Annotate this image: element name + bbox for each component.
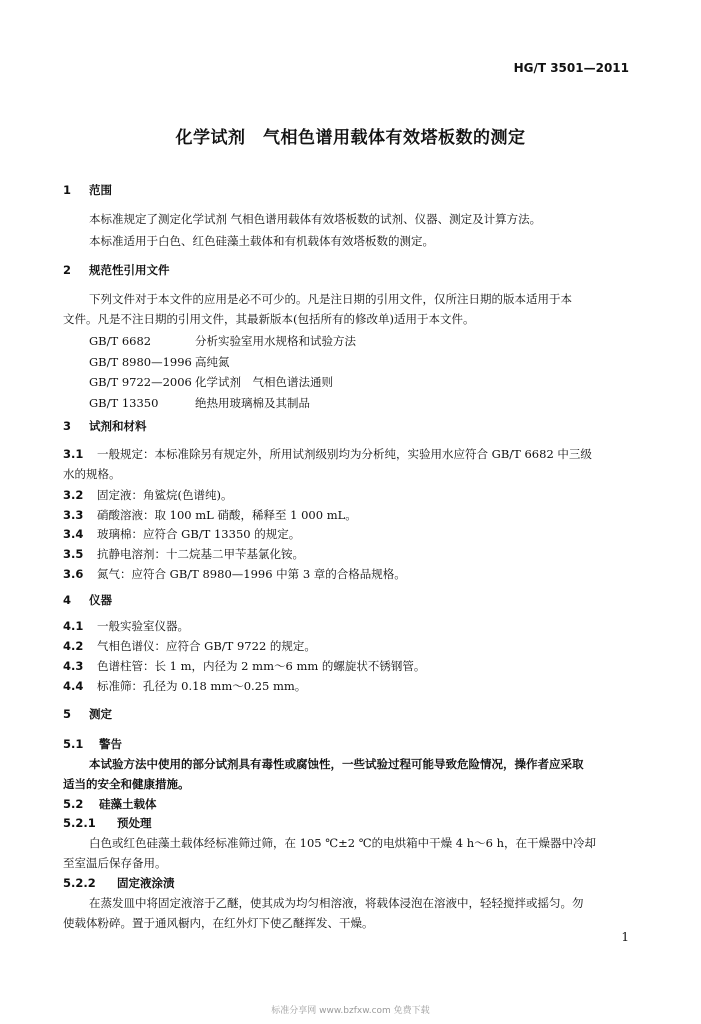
- section-title: 试剂和材料: [89, 419, 147, 433]
- clause-number: 3.4: [63, 527, 84, 541]
- clause-number: 3.3: [63, 508, 84, 522]
- reference-item: [89, 333, 356, 349]
- clause-text: 氮气：应符合 GB/T 8980—1996 中第 3 章的合格品规格。: [97, 567, 406, 581]
- reference-title: 高纯氮: [195, 355, 230, 369]
- clause-text: 标准筛：孔径为 0.18 mm～0.25 mm。: [97, 679, 307, 693]
- paragraph: 下列文件对于本文件的应用是必不可少的。凡是注日期的引用文件，仅所注日期的版本适用于本: [89, 292, 572, 306]
- section-number: 2: [63, 263, 72, 277]
- paragraph: 白色或红色硅藻土载体经标准筛过筛，在 105 ℃±2 ℃的电烘箱中干燥 4 h～6 h，在干燥器中冷却: [89, 836, 597, 850]
- section-number: 5: [63, 707, 72, 721]
- section-number: 3: [63, 419, 72, 433]
- clause-number: 3.5: [63, 547, 84, 561]
- section-title: 范围: [89, 183, 112, 197]
- section-number: 4: [63, 593, 72, 607]
- subsection-number: 5.1: [63, 737, 84, 751]
- subsection-heading: [63, 815, 152, 831]
- clause-item: [63, 507, 357, 523]
- clause-number: 3.6: [63, 567, 84, 581]
- reference-title: 分析实验室用水规格和试验方法: [195, 334, 356, 348]
- clause-text: 一般规定：本标准除另有规定外，所用试剂级别均为分析纯，实验用水应符合 GB/T 6682 中三级: [97, 447, 592, 461]
- paragraph-continuation: 使载体粉碎。置于通风橱内，在红外灯下使乙醚挥发、干燥。: [63, 916, 374, 930]
- reference-item: [89, 395, 310, 411]
- subsection-heading: [63, 796, 157, 812]
- paragraph: 本标准适用于白色、红色硅藻土载体和有机载体有效塔板数的测定。: [89, 234, 434, 248]
- clause-number: 3.1: [63, 447, 84, 461]
- clause-item: [63, 546, 304, 562]
- paragraph-continuation: 至室温后保存备用。: [63, 856, 167, 870]
- clause-item: [63, 618, 189, 634]
- reference-code: GB/T 13350: [89, 396, 159, 410]
- paragraph: 在蒸发皿中将固定液溶于乙醚，使其成为均匀相溶液，将载体浸泡在溶液中，轻轻搅拌或摇匀。勿: [89, 896, 584, 910]
- page-number: 1: [621, 930, 629, 944]
- clause-item: [63, 678, 306, 694]
- document-number: HG/T 3501—2011: [513, 61, 629, 75]
- clause-number: 4.4: [63, 679, 84, 693]
- subsection-number: 5.2.1: [63, 816, 96, 830]
- clause-text: 一般实验室仪器。: [97, 619, 189, 633]
- clause-item: [63, 487, 232, 503]
- document-title: 化学试剂 气相色谱用载体有效塔板数的测定: [175, 128, 526, 148]
- subsection-title: 警告: [99, 737, 122, 751]
- subsection-heading: [63, 875, 175, 891]
- reference-item: [89, 374, 333, 390]
- reference-code: GB/T 8980—1996: [89, 355, 192, 369]
- clause-number: 4.2: [63, 639, 84, 653]
- paragraph: 本标准规定了测定化学试剂 气相色谱用载体有效塔板数的试剂、仪器、测定及计算方法。: [89, 212, 542, 226]
- paragraph-continuation: 水的规格。: [63, 467, 121, 481]
- clause-text: 色谱柱管：长 1 m，内径为 2 mm～6 mm 的螺旋状不锈钢管。: [97, 659, 426, 673]
- clause-item: [63, 566, 406, 582]
- clause-item: [63, 446, 592, 462]
- clause-number: 3.2: [63, 488, 84, 502]
- section-3-heading: [63, 418, 147, 434]
- section-number: 1: [63, 183, 72, 197]
- clause-text: 气相色谱仪：应符合 GB/T 9722 的规定。: [97, 639, 316, 653]
- warning-text: 本试验方法中使用的部分试剂具有毒性或腐蚀性，一些试验过程可能导致危险情况，操作者应采取: [89, 757, 584, 771]
- section-title: 规范性引用文件: [89, 263, 170, 277]
- subsection-heading: [63, 736, 122, 752]
- section-title: 测定: [89, 707, 112, 721]
- section-1-heading: [63, 182, 112, 198]
- reference-code: GB/T 9722—2006: [89, 375, 192, 389]
- reference-code: GB/T 6682: [89, 334, 152, 348]
- clause-item: [63, 526, 300, 542]
- clause-number: 4.1: [63, 619, 84, 633]
- subsection-number: 5.2: [63, 797, 84, 811]
- subsection-title: 固定液涂渍: [117, 876, 175, 890]
- section-2-heading: [63, 262, 170, 278]
- section-title: 仪器: [89, 593, 112, 607]
- clause-text: 硝酸溶液：取 100 mL 硝酸，稀释至 1 000 mL。: [97, 508, 357, 522]
- reference-title: 化学试剂 气相色谱法通则: [195, 375, 333, 389]
- clause-text: 玻璃棉：应符合 GB/T 13350 的规定。: [97, 527, 301, 541]
- clause-item: [63, 658, 425, 674]
- warning-text-continuation: 适当的安全和健康措施。: [63, 777, 190, 791]
- reference-item: [89, 354, 230, 370]
- clause-text: 抗静电溶剂：十二烷基二甲苄基氯化铵。: [97, 547, 304, 561]
- clause-number: 4.3: [63, 659, 84, 673]
- subsection-number: 5.2.2: [63, 876, 96, 890]
- section-4-heading: [63, 592, 112, 608]
- reference-title: 绝热用玻璃棉及其制品: [195, 396, 310, 410]
- clause-item: [63, 638, 316, 654]
- clause-text: 固定液：角鲨烷(色谱纯)。: [97, 488, 233, 502]
- subsection-title: 预处理: [117, 816, 152, 830]
- paragraph-continuation: 文件。凡是不注日期的引用文件，其最新版本(包括所有的修改单)适用于本文件。: [63, 312, 475, 326]
- subsection-title: 硅藻土载体: [99, 797, 157, 811]
- footer-watermark: 标准分享网 www.bzfxw.com 免费下载: [271, 1006, 430, 1016]
- section-5-heading: [63, 706, 112, 722]
